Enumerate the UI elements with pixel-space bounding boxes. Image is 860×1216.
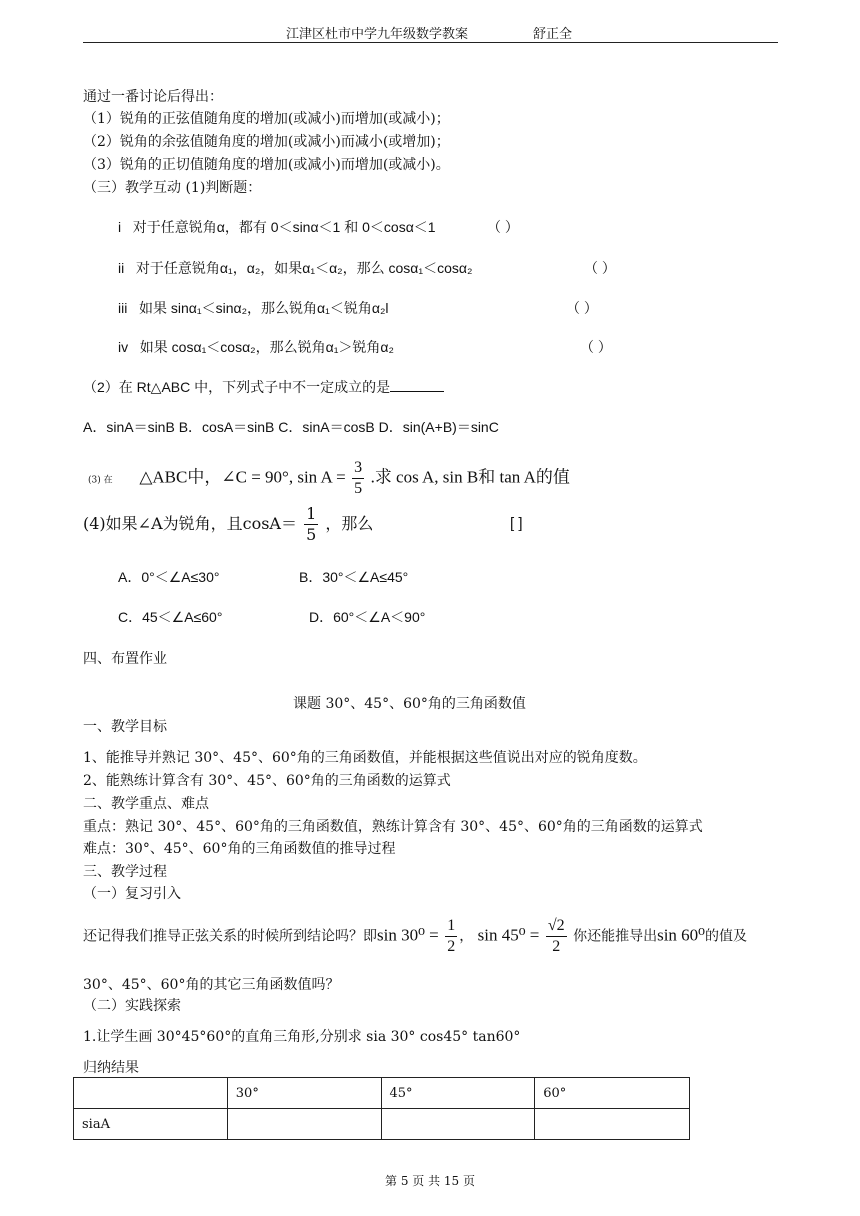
question-2-options: A．sinA＝sinB B．cosA＝sinB C．sinA＝cosB D．sin(A+B)＝sinC bbox=[83, 419, 499, 435]
judge-num: iii bbox=[118, 300, 128, 316]
sin60-expression: sin 60⁰ bbox=[657, 925, 705, 945]
question-2-text: （2）在 Rt△ABC 中，下列式子中不一定成立的是 bbox=[83, 379, 391, 395]
key-point: 重点：熟记 30°、45°、60°角的三角函数值，熟练计算含有 30°、45°、60°角的三角函数的运算式 bbox=[83, 819, 703, 835]
fraction-1-5: $\frac{1}{5}$ bbox=[306, 504, 317, 544]
explore-heading: （二）实践探索 bbox=[83, 998, 181, 1014]
page-footer: 第 5 页 共 15 页 bbox=[385, 1174, 475, 1188]
process-heading: 三、教学过程 bbox=[83, 864, 167, 880]
question-3-label: (3) 在 bbox=[88, 475, 113, 486]
header-title: 江津区杜市中学九年级数学教案 bbox=[286, 27, 469, 42]
summary-label: 归纳结果 bbox=[83, 1060, 139, 1076]
key-heading: 二、教学重点、难点 bbox=[83, 796, 209, 812]
answer-blank[interactable] bbox=[390, 377, 444, 392]
table-header-cell: 60° bbox=[535, 1078, 690, 1109]
sin45-expression: sin 45⁰ = bbox=[477, 925, 540, 945]
results-table bbox=[73, 1077, 690, 1140]
table-row bbox=[74, 1109, 690, 1140]
judge-text: 如果 sinα₁＜sinα₂，那么锐角α₁＜锐角α₂l bbox=[139, 300, 389, 316]
judge-item-2 bbox=[118, 258, 472, 278]
judge-item-3 bbox=[118, 298, 389, 318]
fraction-3-5: $\frac{3}{5}$ bbox=[354, 459, 363, 497]
conclusion-intro: 通过一番讨论后得出： bbox=[83, 89, 223, 105]
question-3-text-a: △ABC中，∠C = 90°, sin A = bbox=[139, 467, 346, 487]
conclusion-item-3: （3）锐角的正切值随角度的增加(或减小)而增加(或减小)。 bbox=[83, 157, 450, 173]
judge-text: 对于任意锐角α₁，α₂，如果α₁＜α₂，那么 cosα₁＜cosα₂ bbox=[135, 260, 473, 276]
goal-2: 2、能熟练计算含有 30°、45°、60°角的三角函数的运算式 bbox=[83, 773, 451, 789]
option-b: B．30°＜∠A≤45° bbox=[299, 569, 409, 585]
explore-item: 1.让学生画 30°45°60°的直角三角形,分别求 sia 30° cos45° tan60° bbox=[83, 1029, 521, 1045]
judge-paren-1[interactable]: （ ） bbox=[487, 219, 519, 235]
judge-paren-3[interactable]: （ ） bbox=[566, 300, 598, 316]
judge-num: ii bbox=[118, 260, 125, 276]
question-4-bracket[interactable]: [ ] bbox=[510, 515, 523, 532]
review-line-2: 30°、45°、60°角的其它三角函数值吗？ bbox=[83, 977, 340, 993]
judge-num: i bbox=[118, 219, 122, 235]
question-3 bbox=[88, 460, 570, 497]
review-heading: （一）复习引入 bbox=[83, 886, 181, 902]
homework-heading: 四、布置作业 bbox=[83, 651, 167, 667]
table-cell[interactable] bbox=[227, 1109, 381, 1140]
question-3-text-b: .求 cos A, sin B和 tan A的值 bbox=[370, 467, 570, 487]
option-c: C．45＜∠A≤60° bbox=[118, 609, 223, 625]
question-4-text-b: ，那么 bbox=[325, 514, 374, 533]
difficulty: 难点：30°、45°、60°角的三角函数值的推导过程 bbox=[83, 841, 396, 857]
table-cell[interactable] bbox=[535, 1109, 690, 1140]
judge-paren-4[interactable]: （ ） bbox=[580, 339, 612, 355]
sin30-expression: sin 30⁰ = bbox=[377, 925, 439, 945]
judge-item-1 bbox=[118, 217, 436, 237]
lesson-title: 课题 30°、45°、60°角的三角函数值 bbox=[293, 696, 526, 712]
conclusion-item-2: （2）锐角的余弦值随角度的增加(或减小)而减小(或增加)； bbox=[83, 134, 450, 150]
option-d: D．60°＜∠A＜90° bbox=[309, 609, 426, 625]
review-text-a: 还记得我们推导正弦关系的时候所到结论吗？即 bbox=[83, 928, 377, 945]
table-header-cell: 45° bbox=[381, 1078, 535, 1109]
table-cell[interactable] bbox=[381, 1109, 535, 1140]
table-header-row bbox=[74, 1078, 690, 1109]
goal-1: 1、能推导并熟记 30°、45°、60°角的三角函数值，并能根据这些值说出对应的锐角度数。 bbox=[83, 750, 647, 766]
judge-num: iv bbox=[118, 339, 129, 355]
judge-item-4 bbox=[118, 337, 394, 357]
review-comma: ， bbox=[459, 928, 474, 945]
judge-text: 如果 cosα₁＜cosα₂，那么锐角α₁＞锐角α₂ bbox=[139, 339, 394, 355]
table-header-cell bbox=[74, 1078, 228, 1109]
review-text-c: 的值及 bbox=[705, 928, 747, 945]
table-header-cell: 30° bbox=[227, 1078, 381, 1109]
question-2 bbox=[83, 377, 444, 397]
header-divider bbox=[83, 42, 778, 43]
review-paragraph bbox=[83, 918, 747, 955]
goals-heading: 一、教学目标 bbox=[83, 719, 167, 735]
question-4-text-a: (4)如果∠A为锐角，且cosA＝ bbox=[83, 514, 297, 533]
question-4 bbox=[83, 506, 373, 543]
fraction-root2-2: $\frac{√2}{2}$ bbox=[547, 917, 565, 955]
interaction-heading: （三）教学互动 (1)判断题： bbox=[83, 180, 262, 196]
header-author: 舒正全 bbox=[533, 27, 573, 42]
judge-paren-2[interactable]: （ ） bbox=[584, 260, 616, 276]
review-text-b: 你还能推导出 bbox=[573, 928, 658, 945]
judge-text: 对于任意锐角α，都有 0＜sinα＜1 和 0＜cosα＜1 bbox=[132, 219, 436, 235]
table-cell: siaA bbox=[74, 1109, 228, 1140]
conclusion-item-1: （1）锐角的正弦值随角度的增加(或减小)而增加(或减小)； bbox=[83, 111, 450, 127]
option-a: A．0°＜∠A≤30° bbox=[118, 569, 220, 585]
fraction-1-2: $\frac{1}{2}$ bbox=[447, 917, 456, 955]
